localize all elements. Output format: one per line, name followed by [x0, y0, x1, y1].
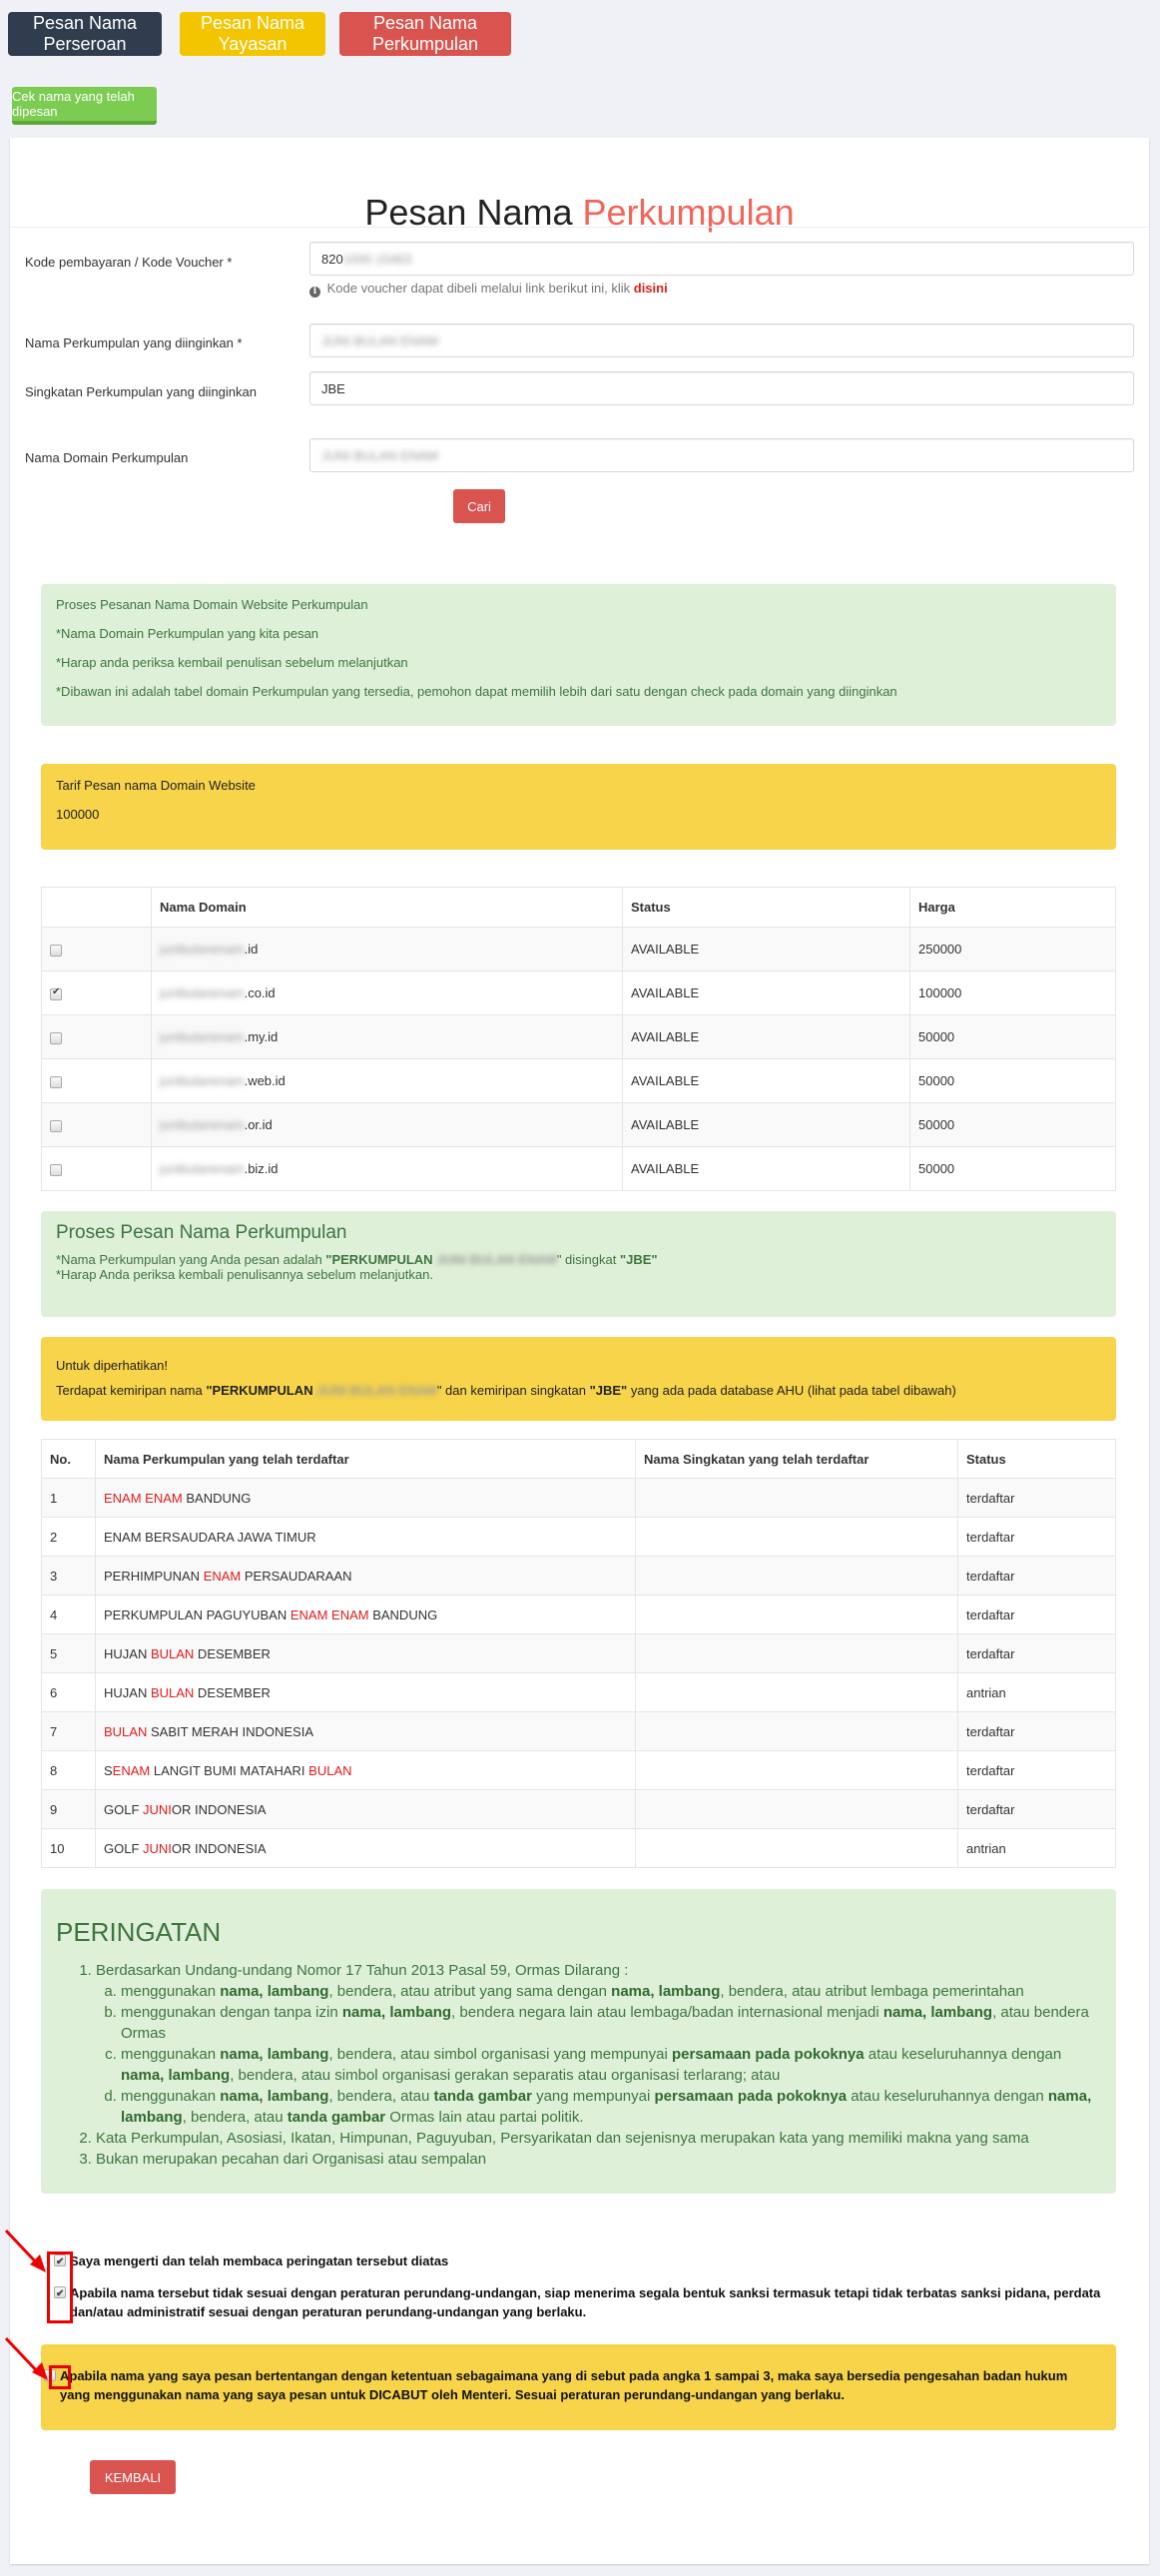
peringatan-alert [41, 1889, 1116, 2194]
name-segment: HUJAN [104, 1684, 151, 1700]
domain-table [41, 887, 1116, 1191]
domain-suffix: .co.id [244, 985, 276, 1000]
proses-line1-text2: " disingkat [556, 1252, 620, 1267]
reg-status: terdaftar [958, 1479, 1116, 1518]
registered-row [42, 1751, 1116, 1790]
peringatan-text: , bendera, atau simbol organisasi yang mempunyai [328, 2046, 672, 2063]
tarif-label: Tarif Pesan nama Domain Website [56, 778, 256, 793]
domain-suffix: .or.id [244, 1117, 273, 1132]
proses-line1-text: *Nama Perkumpulan yang Anda pesan adalah [56, 1252, 326, 1267]
agreement-alert [41, 2344, 1116, 2430]
singkatan-input[interactable] [309, 371, 1134, 405]
peringatan-text: menggunakan [121, 2046, 221, 2063]
name-segment: ENAM BERSAUDARA JAWA TIMUR [104, 1529, 316, 1545]
voucher-link[interactable]: disini [633, 281, 668, 296]
name-highlight: ENAM ENAM [104, 1490, 183, 1506]
name-segment: BANDUNG [182, 1490, 252, 1506]
domain-name-cell [152, 1103, 623, 1147]
domain-checkbox[interactable] [50, 1032, 62, 1044]
reg-status: antrian [958, 1673, 1116, 1712]
domain-col-select [42, 888, 152, 928]
voucher-input[interactable] [309, 242, 1134, 276]
reg-abbr [636, 1518, 958, 1557]
peringatan-bold: tanda gambar [433, 2088, 532, 2105]
name-segment: S [104, 1762, 113, 1778]
name-highlight: BULAN [150, 1645, 195, 1661]
domain-select-cell [42, 1015, 152, 1059]
reg-name [96, 1634, 636, 1673]
name-segment: PERKUMPULAN PAGUYUBAN [104, 1607, 290, 1622]
domain-name-hidden: junibulanenam [160, 942, 245, 957]
name-segment: DESEMBER [194, 1645, 271, 1661]
domain-status: AVAILABLE [623, 928, 910, 971]
peringatan-item: 2. Kata Perkumpulan, Asosiasi, Ikatan, Himpunan, Paguyuban, Persyarikatan dan sejenisnya merupakan kata yang memiliki makna yang sama [96, 2128, 1101, 2149]
title-divider [10, 227, 1149, 228]
agreement-text: Saya mengerti dan telah membaca peringatan tersebut diatas [70, 2254, 449, 2268]
domain-price: 50000 [910, 1015, 1116, 1059]
domain-checkbox[interactable] [50, 1120, 62, 1132]
domain-suffix: .id [244, 942, 259, 957]
name-highlight: JUNI [143, 1801, 172, 1817]
kembali-button[interactable]: KEMBALI [90, 2460, 176, 2494]
name-highlight: BULAN [104, 1723, 148, 1739]
info-icon: i [309, 287, 320, 298]
domain-select-cell [42, 1147, 152, 1191]
reg-name [96, 1479, 636, 1518]
singkatan-label: Singkatan Perkumpulan yang diinginkan [25, 384, 257, 399]
name-highlight: JUNI [143, 1840, 172, 1856]
name-highlight: ENAM [112, 1762, 151, 1778]
domain-row [42, 971, 1116, 1015]
reg-abbr [636, 1634, 958, 1673]
domain-info-line: *Nama Domain Perkumpulan yang kita pesan [56, 626, 319, 641]
registered-row [42, 1790, 1116, 1829]
domain-label: Nama Domain Perkumpulan [25, 450, 189, 465]
voucher-help [309, 281, 668, 298]
reg-name [96, 1751, 636, 1790]
domain-name-hidden: junibulanenam [160, 1073, 245, 1088]
registered-row [42, 1634, 1116, 1673]
peringatan-text: atau keseluruhannya dengan [864, 2046, 1062, 2063]
name-segment: DESEMBER [194, 1684, 271, 1700]
peringatan-bold: nama, lambang [220, 1983, 329, 2000]
domain-row [42, 1147, 1116, 1191]
domain-row [42, 1015, 1116, 1059]
reg-col-no: No. [42, 1440, 96, 1479]
reg-name [96, 1712, 636, 1751]
notice-name-hidden: JUNI BULAN ENAM [316, 1383, 437, 1398]
main-panel [10, 138, 1149, 2564]
reg-status: terdaftar [958, 1634, 1116, 1673]
reg-name [96, 1596, 636, 1634]
reg-abbr [636, 1712, 958, 1751]
reg-status: terdaftar [958, 1596, 1116, 1634]
domain-value: JUNI BULAN ENAM [321, 447, 439, 463]
domain-name-cell [152, 1147, 623, 1191]
peringatan-text: , bendera, atau [328, 2088, 434, 2105]
domain-col-name: Nama Domain [152, 888, 623, 928]
voucher-help-text: Kode voucher dapat dibeli melalui link berikut ini, klik [326, 281, 631, 296]
name-segment: HUJAN [104, 1645, 151, 1661]
proses-line2: *Harap Anda periksa kembali penulisannya sebelum melanjutkan. [56, 1267, 433, 1282]
registered-row [42, 1479, 1116, 1518]
proses-line1-hidden: JUNI BULAN ENAM [436, 1252, 557, 1267]
voucher-value-hidden: 1000 15463 [342, 251, 412, 267]
domain-status: AVAILABLE [623, 1015, 910, 1059]
peringatan-item1-text: Berdasarkan Undang-undang Nomor 17 Tahun 2013 Pasal 59, Ormas Dilarang : [96, 1962, 629, 1979]
peringatan-subitem [121, 2002, 1101, 2044]
proses-line1-name: "PERKUMPULAN [325, 1252, 437, 1267]
reg-status: terdaftar [958, 1751, 1116, 1790]
peringatan-bold: nama, lambang [341, 2004, 452, 2021]
name-segment: GOLF [104, 1801, 144, 1817]
peringatan-subitem [121, 1981, 1101, 2002]
name-segment: OR INDONESIA [171, 1840, 267, 1856]
annotation-box [49, 2365, 71, 2389]
notice-text-a: Terdapat kemiripan nama [56, 1383, 207, 1398]
notice-alert [41, 1337, 1116, 1421]
domain-name-hidden: junibulanenam [160, 1029, 245, 1044]
domain-table-body [42, 928, 1116, 1191]
domain-name-cell [152, 928, 623, 971]
domain-select-cell [42, 971, 152, 1015]
reg-name [96, 1829, 636, 1868]
name-segment: GOLF [104, 1840, 144, 1856]
domain-name-cell [152, 1059, 623, 1103]
registered-row [42, 1673, 1116, 1712]
domain-col-status: Status [623, 888, 910, 928]
registered-table-body [42, 1479, 1116, 1868]
domain-info-line: *Harap anda periksa kembail penulisan sebelum melanjutkan [56, 655, 408, 670]
domain-row [42, 928, 1116, 971]
peringatan-text: , atau bendera Ormas [121, 2004, 1089, 2042]
reg-no: 10 [42, 1829, 96, 1868]
domain-input[interactable] [309, 438, 1134, 472]
domain-checkbox[interactable] [50, 945, 62, 957]
domain-select-cell [42, 1059, 152, 1103]
proses-title: Proses Pesan Nama Perkumpulan [56, 1222, 347, 1243]
reg-no: 6 [42, 1673, 96, 1712]
peringatan-text: , bendera, atau [182, 2109, 288, 2126]
reg-status: terdaftar [958, 1712, 1116, 1751]
peringatan-text: yang mempunyai [531, 2088, 655, 2105]
domain-info-line: Proses Pesanan Nama Domain Website Perkumpulan [56, 597, 368, 612]
agreement-row [54, 2283, 1102, 2321]
domain-select-cell [42, 928, 152, 971]
reg-no: 1 [42, 1479, 96, 1518]
name-segment: PERSAUDARAAN [241, 1568, 352, 1584]
annotation-arrow-icon [2, 2227, 52, 2276]
reg-col-status: Status [958, 1440, 1116, 1479]
peringatan-item [96, 1960, 1101, 2128]
domain-price: 100000 [910, 971, 1116, 1015]
domain-suffix: .web.id [244, 1073, 286, 1088]
domain-suffix: .biz.id [244, 1161, 279, 1176]
notice-text [56, 1383, 1101, 1398]
voucher-value: 820 [321, 251, 343, 267]
proses-line1 [56, 1252, 1101, 1267]
pesan-nama-yayasan-button[interactable]: Pesan Nama Yayasan [180, 12, 325, 56]
peringatan-text: menggunakan [121, 2088, 221, 2105]
domain-row [42, 1059, 1116, 1103]
domain-price: 250000 [910, 928, 1116, 971]
domain-price: 50000 [910, 1103, 1116, 1147]
reg-no: 8 [42, 1751, 96, 1790]
tarif-alert [41, 764, 1116, 850]
registered-table [41, 1439, 1116, 1868]
agreement-row [54, 2252, 1102, 2270]
domain-status: AVAILABLE [623, 1059, 910, 1103]
peringatan-text: , bendera, atau atribut yang sama dengan [328, 1983, 612, 2000]
peringatan-bold: tanda gambar [287, 2109, 386, 2126]
agreement-text: Apabila nama yang saya pesan bertentangan dengan ketentuan sebagaimana yang di sebut pada angka 1 sampai 3, maka saya bersedia pengesahan badan hukum yang menggunakan nama yang saya pesan untuk DICABUT oleh Menteri. Sesuai peraturan perundang-undangan yang berlaku. [60, 2368, 1068, 2402]
peringatan-subitem [121, 2086, 1101, 2128]
domain-status: AVAILABLE [623, 971, 910, 1015]
peringatan-bold: persamaan pada pokoknya [671, 2046, 865, 2063]
reg-status: terdaftar [958, 1790, 1116, 1829]
voucher-label: Kode pembayaran / Kode Voucher * [25, 255, 233, 270]
domain-checkbox[interactable] [50, 988, 62, 1000]
reg-name [96, 1518, 636, 1557]
nama-value: JUNI BULAN ENAM [321, 332, 439, 348]
domain-name-cell [152, 1015, 623, 1059]
notice-title: Untuk diperhatikan! [56, 1358, 169, 1373]
reg-col-name: Nama Perkumpulan yang telah terdaftar [96, 1440, 636, 1479]
domain-checkbox[interactable] [50, 1076, 62, 1088]
reg-name [96, 1790, 636, 1829]
peringatan-text: Ormas lain atau partai politik. [385, 2109, 584, 2126]
cek-nama-button[interactable]: Cek nama yang telah dipesan [12, 87, 157, 125]
domain-row [42, 1103, 1116, 1147]
pesan-nama-perkumpulan-button[interactable]: Pesan Nama Perkumpulan [339, 12, 511, 56]
reg-no: 2 [42, 1518, 96, 1557]
page-title-accent: Perkumpulan [582, 192, 795, 234]
reg-abbr [636, 1790, 958, 1829]
peringatan-bold: persamaan pada pokoknya [654, 2088, 848, 2105]
reg-name [96, 1673, 636, 1712]
reg-name [96, 1557, 636, 1596]
peringatan-text: atau keseluruhannya dengan [847, 2088, 1048, 2105]
reg-status: terdaftar [958, 1518, 1116, 1557]
singkatan-value: JBE [321, 380, 345, 396]
reg-no: 5 [42, 1634, 96, 1673]
domain-name-hidden: junibulanenam [160, 1161, 245, 1176]
registered-row [42, 1596, 1116, 1634]
nama-input[interactable] [309, 323, 1134, 357]
peringatan-title: PERINGATAN [56, 1917, 222, 1947]
reg-abbr [636, 1479, 958, 1518]
peringatan-text: menggunakan dengan tanpa izin [121, 2004, 342, 2021]
name-segment: BANDUNG [368, 1607, 438, 1622]
peringatan-bold: nama, lambang [220, 2046, 329, 2063]
reg-abbr [636, 1596, 958, 1634]
proses-line1-abbr: "JBE" [619, 1252, 658, 1267]
domain-name-cell [152, 971, 623, 1015]
domain-price: 50000 [910, 1059, 1116, 1103]
domain-name-hidden: junibulanenam [160, 985, 245, 1000]
reg-abbr [636, 1673, 958, 1712]
peringatan-bold: nama, lambang [220, 2088, 329, 2105]
reg-col-abbr: Nama Singkatan yang telah terdaftar [636, 1440, 958, 1479]
domain-checkbox[interactable] [50, 1164, 62, 1176]
domain-status: AVAILABLE [623, 1103, 910, 1147]
notice-name: "PERKUMPULAN [206, 1383, 317, 1398]
notice-abbr: "JBE" [589, 1383, 628, 1398]
peringatan-sublist [96, 1981, 1101, 2128]
peringatan-list [56, 1960, 1101, 2170]
registered-row [42, 1518, 1116, 1557]
agreement-row [44, 2366, 1101, 2404]
peringatan-bold: nama, lambang [121, 2088, 1092, 2126]
reg-abbr [636, 1829, 958, 1868]
domain-name-hidden: junibulanenam [160, 1117, 245, 1132]
peringatan-text: , bendera, atau atribut lembaga pemerintahan [720, 1983, 1024, 2000]
reg-abbr [636, 1751, 958, 1790]
pesan-nama-perseroan-button[interactable]: Pesan Nama Perseroan [8, 12, 162, 56]
agreement-text: Apabila nama tersebut tidak sesuai dengan peraturan perundang-undangan, siap menerima segala bentuk sanksi termasuk tetapi tidak terbatas sanksi pidana, perdata dan/atau administratif sesuai dengan peraturan perundang-undangan yang berlaku. [70, 2285, 1101, 2319]
reg-status: antrian [958, 1829, 1116, 1868]
peringatan-text: , bendera, atau simbol organisasi gerakan separatis atau organisasi terlarang; atau [230, 2067, 781, 2084]
annotation-arrow-icon [2, 2334, 52, 2384]
proses-alert [41, 1211, 1116, 1317]
peringatan-bold: nama, lambang [121, 2067, 231, 2084]
domain-info-alert [41, 584, 1116, 726]
name-segment: PERHIMPUNAN [104, 1568, 204, 1584]
peringatan-item: 3. Bukan merupakan pecahan dari Organisasi atau sempalan [96, 2149, 1101, 2170]
nama-label: Nama Perkumpulan yang diinginkan * [25, 335, 243, 350]
reg-no: 3 [42, 1557, 96, 1596]
domain-status: AVAILABLE [623, 1147, 910, 1191]
domain-price: 50000 [910, 1147, 1116, 1191]
domain-select-cell [42, 1103, 152, 1147]
peringatan-bold: nama, lambang [611, 1983, 721, 2000]
registered-row [42, 1712, 1116, 1751]
peringatan-bold: nama, lambang [882, 2004, 993, 2021]
domain-info-line: *Dibawan ini adalah tabel domain Perkumpulan yang tersedia, pemohon dapat memilih lebih dari satu dengan check pada domain yang diinginkan [56, 684, 897, 699]
name-segment: SABIT MERAH INDONESIA [147, 1723, 313, 1739]
domain-col-price: Harga [910, 888, 1116, 928]
notice-text-c: yang ada pada database AHU (lihat pada tabel dibawah) [627, 1383, 956, 1398]
name-highlight: BULAN [308, 1762, 352, 1778]
peringatan-subitem [121, 2044, 1101, 2086]
reg-no: 7 [42, 1712, 96, 1751]
registered-row [42, 1557, 1116, 1596]
peringatan-text: , bendera negara lain atau lembaga/badan internasional menjadi [451, 2004, 883, 2021]
domain-suffix: .my.id [244, 1029, 279, 1044]
name-highlight: BULAN [150, 1684, 195, 1700]
reg-status: terdaftar [958, 1557, 1116, 1596]
name-highlight: ENAM [203, 1568, 242, 1584]
name-segment: LANGIT BUMI MATAHARI [150, 1762, 309, 1778]
name-segment: OR INDONESIA [171, 1801, 267, 1817]
reg-abbr [636, 1557, 958, 1596]
registered-row [42, 1829, 1116, 1868]
peringatan-text: menggunakan [121, 1983, 221, 2000]
cari-button[interactable]: Cari [453, 489, 505, 523]
tarif-value: 100000 [56, 807, 100, 822]
notice-text-b: " dan kemiripan singkatan [436, 1383, 590, 1398]
name-highlight: ENAM ENAM [290, 1607, 369, 1622]
reg-no: 9 [42, 1790, 96, 1829]
page-title-main: Pesan Nama [364, 192, 573, 234]
reg-no: 4 [42, 1596, 96, 1634]
